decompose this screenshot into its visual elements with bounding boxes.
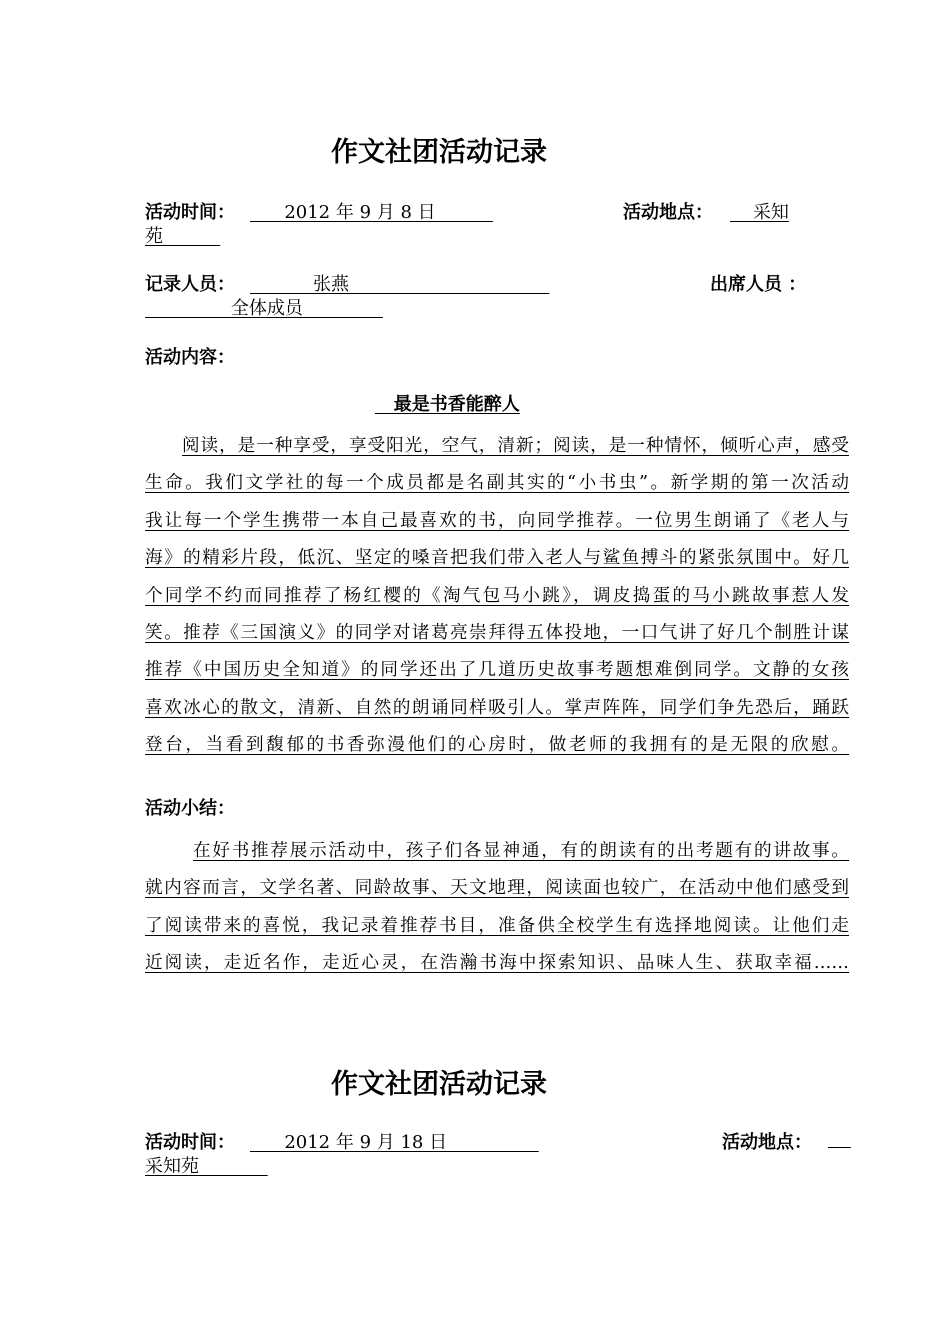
record2-place-label: 活动地点： [722, 1132, 812, 1153]
record1-summary-body [145, 833, 849, 983]
content-line: 阅读，是一种享受，享受阳光，空气，清新；阅读，是一种情怀，倾听心声，感受 [182, 436, 849, 456]
record1-attendee-value: 全体成员 [145, 298, 383, 319]
content-line: 喜欢冰心的散文，清新、自然的朗诵同样吸引人。掌声阵阵，同学们争先恐后，踊跃 [145, 697, 849, 718]
record2-time-label: 活动时间： [145, 1132, 235, 1153]
content-line: 个同学不约而同推荐了杨红樱的《淘气包马小跳》，调皮捣蛋的马小跳故事惹人发 [145, 585, 849, 606]
record1-recorder-label: 记录人员： [145, 274, 235, 295]
record1-content-label: 活动内容： [145, 347, 235, 368]
content-line: 推荐《中国历史全知道》的同学还出了几道历史故事考题想难倒同学。文静的女孩 [145, 660, 849, 681]
summary-line: 在好书推荐展示活动中，孩子们各显神通，有的朗读有的出考题有的讲故事。 [193, 841, 849, 861]
record1-content-body [145, 428, 849, 765]
record1-place-value-a: 采知 [730, 202, 789, 223]
content-line: 我让每一个学生携带一本自己最喜欢的书，向同学推荐。一位男生朗诵了《老人与 [145, 510, 849, 531]
summary-line: 了阅读带来的喜悦，我记录着推荐书目，准备供全校学生有选择地阅读。让他们走 [145, 915, 849, 936]
record1-time-value: 2012 年 9 月 8 日 [250, 202, 493, 223]
record2-time-value: 2012 年 9 月 18 日 [250, 1132, 539, 1153]
content-line: 笑。推荐《三国演义》的同学对诸葛亮崇拜得五体投地，一口气讲了好几个制胜计谋 [145, 622, 849, 643]
summary-line: 近阅读，走近名作，走近心灵，在浩瀚书海中探索知识、品味人生、获取幸福…… [145, 953, 849, 974]
record1-place-label: 活动地点： [623, 202, 713, 223]
record1-time-label: 活动时间： [145, 202, 235, 223]
record2-place-value-a [828, 1128, 851, 1149]
record1-attendee-label: 出席人员 ： [710, 274, 807, 295]
record1-title: 作文社团活动记录 [331, 137, 547, 168]
record1-place-value-b: 苑 [145, 226, 221, 247]
content-line: 海》的精彩片段，低沉、坚定的嗓音把我们带入老人与鲨鱼搏斗的紧张氛围中。好几 [145, 548, 849, 569]
record1-recorder-value: 张燕 [250, 274, 550, 295]
summary-line: 就内容而言，文学名著、同龄故事、天文地理，阅读面也较广，在活动中他们感受到 [145, 878, 849, 899]
record2-title: 作文社团活动记录 [331, 1069, 547, 1100]
content-line: 登台，当看到馥郁的书香弥漫他们的心房时，做老师的我拥有的是无限的欣慰。 [145, 735, 849, 756]
record2-place-value-b: 采知苑 [145, 1156, 268, 1177]
record1-summary-label: 活动小结： [145, 798, 235, 819]
content-line: 生命。我们文学社的每一个成员都是名副其实的“小书虫”。新学期的第一次活动 [145, 473, 849, 494]
record1-content-title: 最是书香能醉人 [375, 394, 520, 415]
